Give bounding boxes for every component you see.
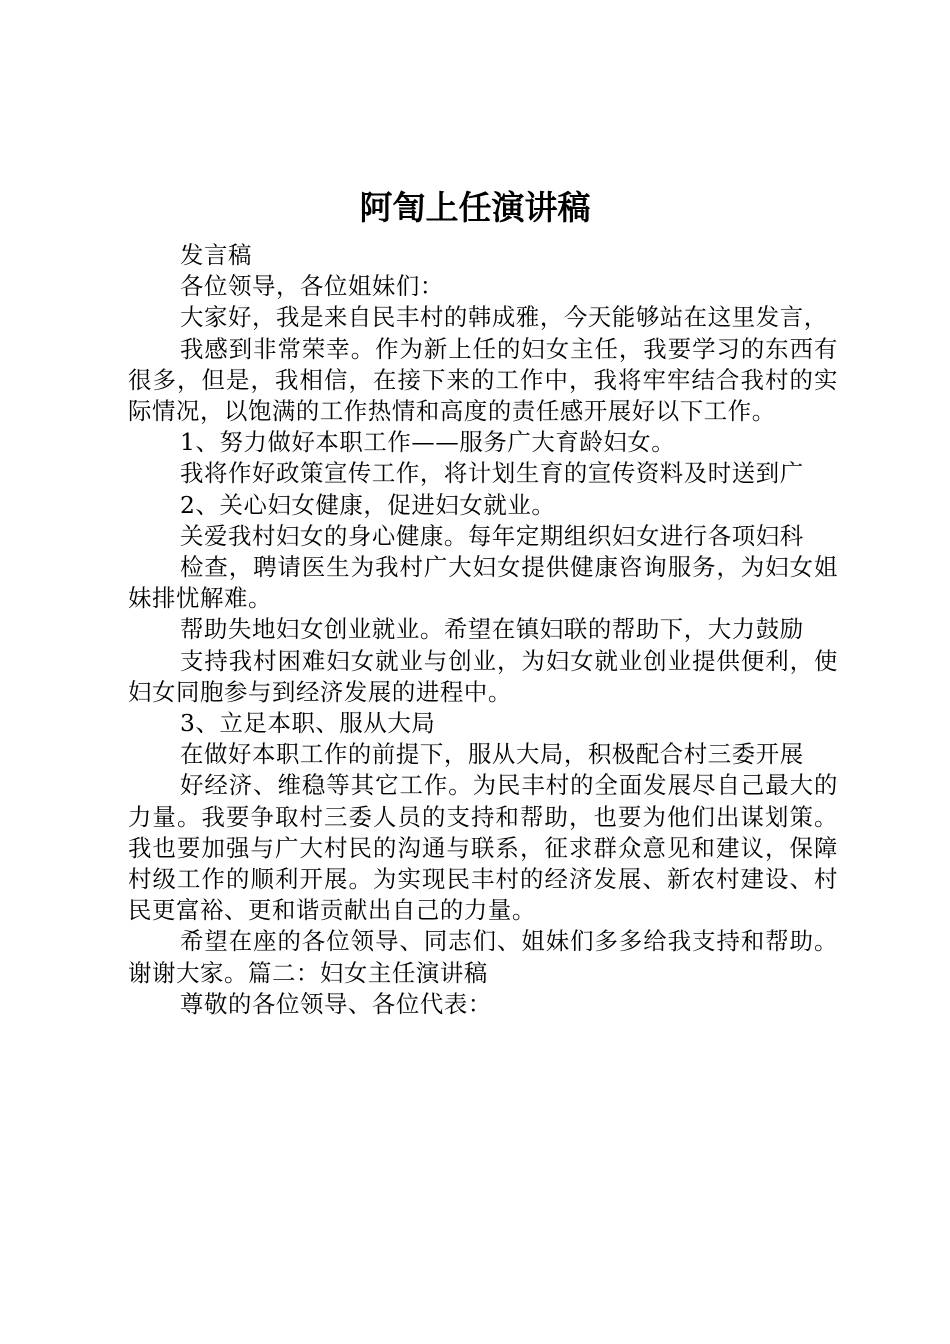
paragraph: 2、关心妇女健康，促进妇女就业。	[180, 490, 556, 519]
paragraph: 1、努力做好本职工作——服务广大育龄妇女。	[180, 428, 676, 457]
paragraph: 大家好，我是来自民丰村的韩成雅，今天能够站在这里发言，	[180, 303, 828, 332]
paragraph: 好经济、维稳等其它工作。为民丰村的全面发展尽自己最大的力量。我要争取村三委人员的支持和帮助，也要为他们出谋划策。我也要加强与广大村民的沟通与联系，征求群众意见和建议，保障村级工作的顺利开展。为实现民丰村的经济发展、新农村建设、村民更富裕、更和谐贡献出自己的力量。	[128, 771, 838, 925]
paragraph: 我将作好政策宣传工作，将计划生育的宣传资料及时送到广	[180, 459, 804, 488]
paragraph: 希望在座的各位领导、同志们、姐妹们多多给我支持和帮助。谢谢大家。篇二：妇女主任演讲稿	[128, 927, 838, 987]
paragraph: 关爱我村妇女的身心健康。每年定期组织妇女进行各项妇科	[180, 521, 804, 550]
document-title: 阿訇上任演讲稿	[359, 188, 591, 227]
document-body	[128, 240, 838, 1020]
paragraph: 发言稿	[180, 241, 252, 269]
paragraph: 支持我村困难妇女就业与创业，为妇女就业创业提供便利，使妇女同胞参与到经济发展的进程中。	[128, 646, 838, 706]
paragraph: 各位领导，各位姐妹们：	[180, 272, 444, 301]
paragraph: 3、立足本职、服从大局	[180, 709, 436, 738]
paragraph: 检查，聘请医生为我村广大妇女提供健康咨询服务，为妇女姐妹排忧解难。	[128, 553, 838, 613]
paragraph: 帮助失地妇女创业就业。希望在镇妇联的帮助下，大力鼓励	[180, 615, 804, 644]
paragraph: 在做好本职工作的前提下，服从大局，积极配合村三委开展	[180, 740, 804, 769]
paragraph: 尊敬的各位领导、各位代表：	[180, 989, 492, 1018]
paragraph: 我感到非常荣幸。作为新上任的妇女主任，我要学习的东西有很多，但是，我相信，在接下来的工作中，我将牢牢结合我村的实际情况，以饱满的工作热情和高度的责任感开展好以下工作。	[128, 334, 838, 426]
